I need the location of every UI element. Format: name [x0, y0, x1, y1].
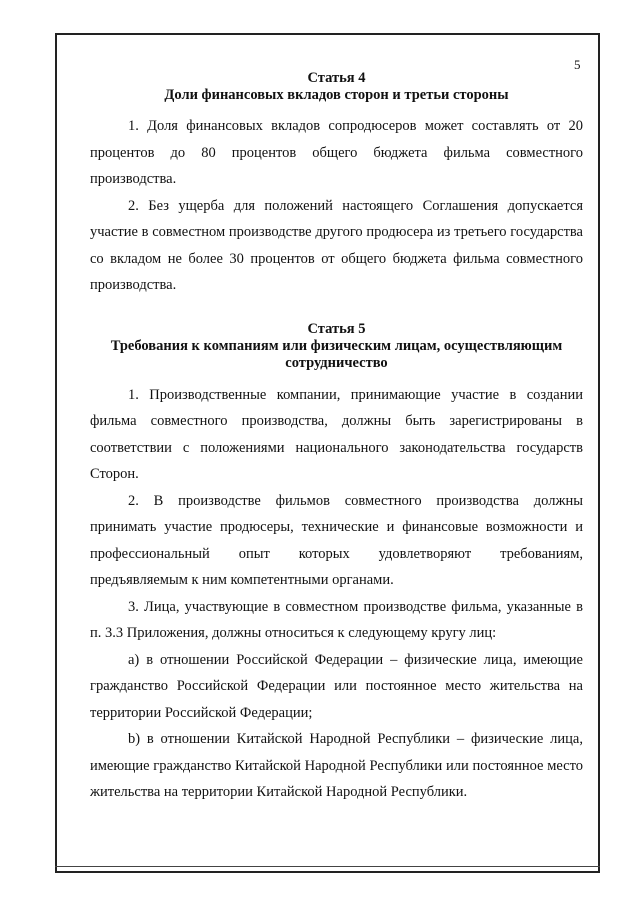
- article-4-paragraph-1: 1. Доля финансовых вкладов сопродюсеров может составлять от 20 процентов до 80 процентов общего бюджета фильма совместного производства.: [90, 118, 583, 187]
- article-4-heading: [90, 70, 583, 104]
- article-4-title: Доли финансовых вкладов сторон и третьи стороны: [164, 87, 509, 103]
- article-5-number: Статья 5: [307, 320, 366, 337]
- article-4-paragraph-2: 2. Без ущерба для положений настоящего Соглашения допускается участие в совместном производстве другого продюсера из третьего государства со вкладом не более 30 процентов от общего бюджета фильма совместного производства.: [90, 197, 583, 293]
- article-5-paragraph-3b: b) в отношении Китайской Народной Республики – физические лица, имеющие гражданство Китайской Народной Республики или постоянное место жительства на территории Китайской Народной Республики.: [90, 731, 583, 800]
- article-5-paragraph-1: 1. Производственные компании, принимающие участие в создании фильма совместного производства, должны быть зарегистрированы в соответствии с положениями национального законодательства государств Сторон.: [90, 386, 583, 482]
- article-5: [90, 321, 583, 806]
- article-5-paragraph-2: 2. В производстве фильмов совместного производства должны принимать участие продюсеры, технические и финансовые возможности и профессиональный опыт которых удовлетворяют требованиям, предъявляемым к ним компетентными органами.: [90, 492, 583, 588]
- article-5-paragraph-3a: a) в отношении Российской Федерации – физические лица, имеющие гражданство Российской Федерации или постоянное место жительства на территории Российской Федерации;: [90, 651, 583, 721]
- page-border-bottom-line: [55, 866, 600, 867]
- article-4: [90, 70, 583, 299]
- article-5-paragraph-3: 3. Лица, участвующие в совместном производстве фильма, указанные в п. 3.3 Приложения, должны относиться к следующему кругу лиц:: [90, 598, 583, 641]
- article-5-heading: [90, 321, 583, 372]
- article-4-number: Статья 4: [307, 70, 366, 86]
- article-5-title: Требования к компаниям или физическим лицам, осуществляющим сотрудничество: [110, 337, 563, 371]
- document-body: [90, 70, 583, 806]
- page-number: 5: [574, 57, 581, 72]
